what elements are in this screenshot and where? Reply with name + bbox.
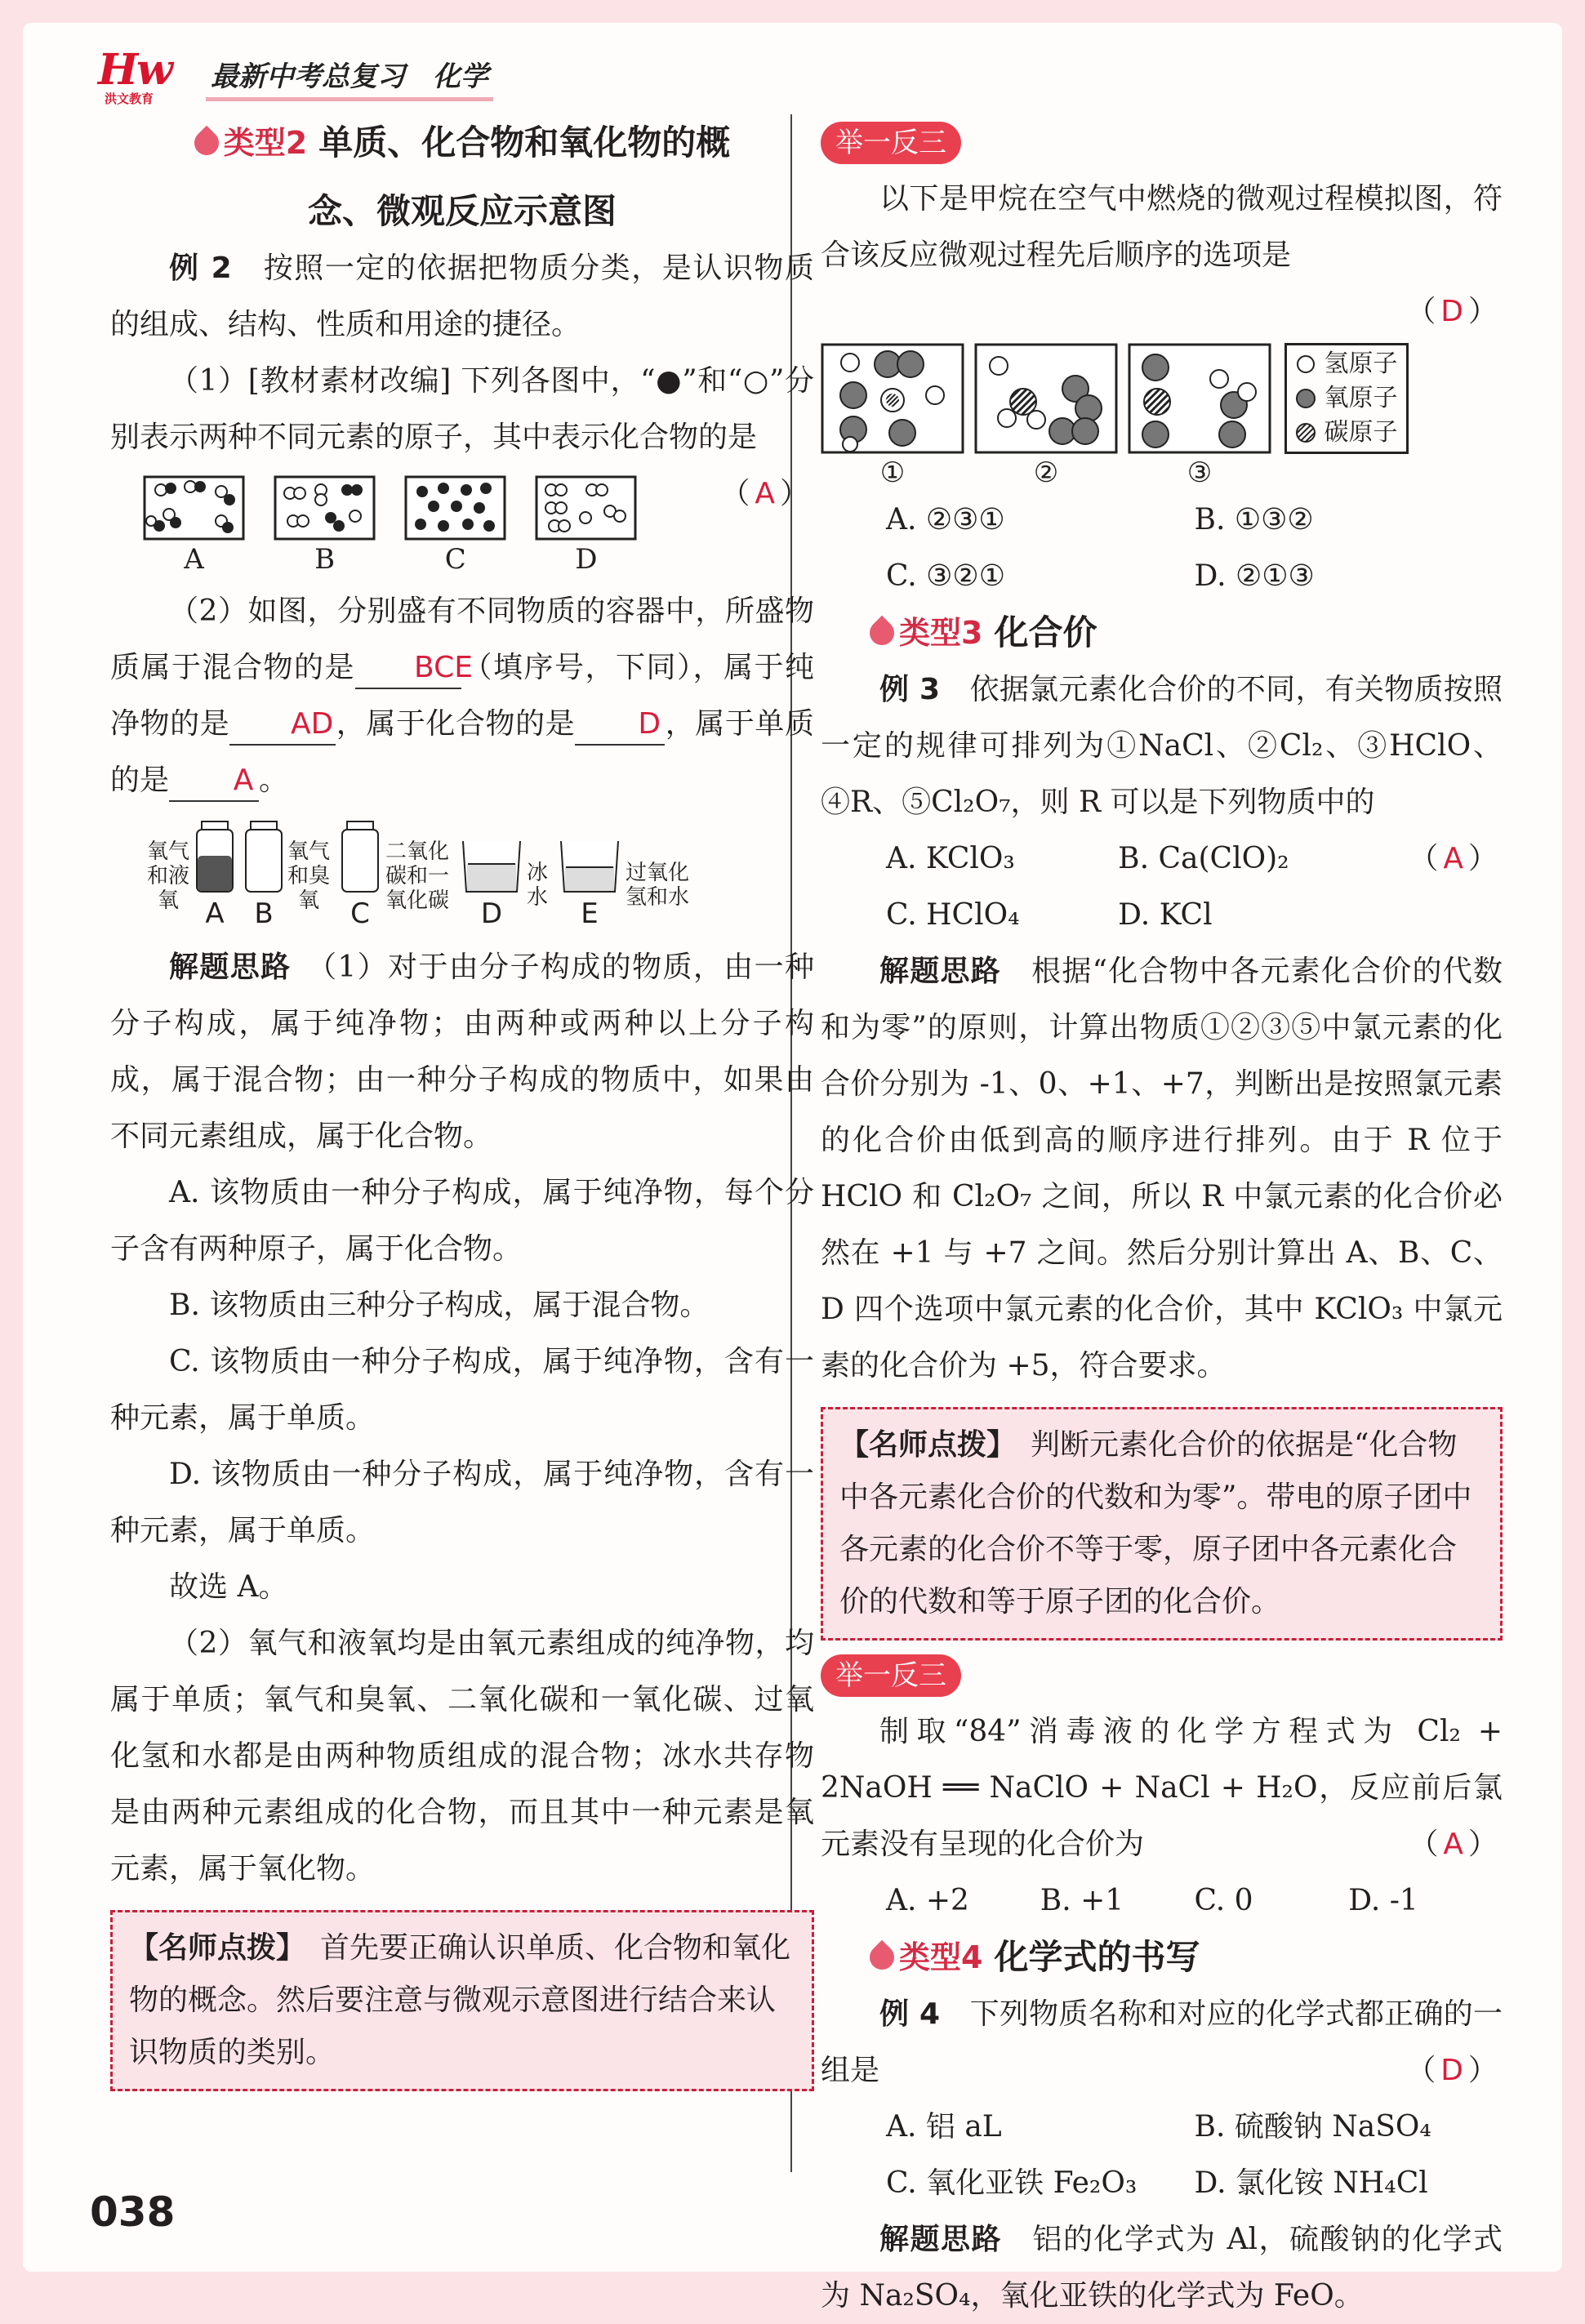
publisher-logo (98, 45, 188, 106)
oxygen-icon (1295, 388, 1316, 409)
practice1-question: 以下是甲烷在空气中燃烧的微观过程模拟图，符合该反应微观过程先后顺序的选项是 (821, 182, 1503, 272)
figure-c-label: C (444, 543, 466, 576)
container-d-text: 冰水 (526, 861, 548, 910)
figure-c-box (404, 475, 506, 541)
example2-choose: 故选 A。 (169, 1570, 288, 1604)
molecule-figures (110, 475, 661, 578)
practice1-option-d: D. ②①③ (1194, 559, 1315, 593)
example2-option-d: D. 该物质由一种分子构成，属于纯净物，含有一种元素，属于单质。 (110, 1458, 814, 1547)
type3-badge: 类型3 (870, 604, 982, 661)
atom-legend (1284, 343, 1409, 454)
type4-badge: 类型4 (870, 1929, 982, 1986)
logo-brand: 洪文教育 (105, 91, 154, 106)
figure-d-box (535, 475, 637, 541)
figure-a-label: A (184, 543, 204, 576)
hydrogen-icon (1295, 354, 1316, 375)
blank-mixture: BCE (355, 648, 461, 689)
example3-option-a: A. KClO₃ (886, 842, 1015, 875)
example2-part2: （2）氧气和液氧均是由氧元素组成的纯净物，均属于单质；氧气和臭氧、二氧化碳和一氧化碳、过氧化氢和水都是由两种物质组成的混合物；冰水共存物是由两种元素组成的化合物，而且其中一种元素是氧元素，属于氧化物。 (110, 1627, 814, 1885)
type4-heading (821, 1929, 1503, 1986)
practice1-options (821, 492, 1503, 604)
container-a-text: 氧气和液氧 (146, 839, 189, 913)
example4-option-d: D. 氯化铵 NH₄Cl (1194, 2166, 1428, 2200)
type2-heading (110, 114, 814, 240)
figure-a (143, 475, 245, 578)
example2-q2: （2）如图，分别盛有不同物质的容器中，所盛物质属于混合物的是 BCE（填序号，下同），属于纯净物的是 AD，属于化合物的是 D ，属于单质的是 A 。 (110, 583, 814, 808)
methane-step-3 (1128, 343, 1271, 492)
container-c-text: 二氧化碳和一氧化碳 (385, 839, 449, 913)
container-figures (110, 820, 814, 933)
container-d (460, 838, 551, 933)
practice2-option-b: B. +1 (1040, 1884, 1124, 1917)
teacher-tip-right (821, 1407, 1503, 1641)
tip-label: 【名师点拨】 (129, 1931, 292, 1965)
container-b (243, 820, 332, 933)
figure-b-box (274, 475, 376, 541)
example2-q1: （1）[教材素材改编] 下列各图中，“●”和“○”分别表示两种不同元素的原子，其中表示化合物的是 （A） (110, 364, 814, 510)
container-b-text: 氧气和臭氧 (287, 839, 330, 913)
type2-title-line2: 念、微观反应示意图 (307, 191, 617, 231)
example3-option-b: B. Ca(ClO)₂ (1118, 842, 1289, 875)
blank-element: A (169, 761, 259, 802)
methane-step-3-label: ③ (1187, 456, 1213, 489)
example4-options (821, 2099, 1503, 2211)
page-header (98, 45, 493, 106)
practice1-answer: D (1440, 295, 1468, 328)
methane-figures (821, 343, 1503, 492)
practice1-option-a: A. ②③① (886, 503, 1005, 536)
tip-text: 判断元素化合价的依据是“化合物中各元素化合价的代数和为零”。带电的原子团中各元素的化合价不等于零，原子团中各元素化合价的代数和等于原子团的化合价。 (839, 1428, 1472, 1618)
beaker-e (558, 838, 621, 895)
example3-options (821, 830, 1350, 943)
example2-analysis: 解题思路 （1）对于由分子构成的物质，由一种分子构成，属于纯净物；由两种或两种以上分子构成，属于混合物；由一种分子构成的物质中，如果由不同元素组成，属于化合物。 (110, 951, 814, 1153)
tip-label: 【名师点拨】 (839, 1428, 1002, 1462)
carbon-icon (1295, 422, 1316, 443)
drop-icon (189, 126, 224, 160)
type4-title: 化学式的书写 (994, 1937, 1200, 1977)
drop-icon (865, 1940, 899, 1975)
container-a-label: A (205, 897, 225, 930)
methane-step-1 (821, 343, 964, 492)
type2-title-line1: 单质、化合物和氧化物的概 (318, 122, 731, 163)
practice1-option-c: C. ③②① (886, 559, 1005, 593)
container-d-label: D (480, 897, 503, 930)
example3-analysis: 解题思路 根据“化合物中各元素化合价的代数和为零”的原则，计算出物质①②③⑤中氯元素的化合价分别为 -1、0、+1、+7，判断出是按照氯元素的化合价由低到高的顺序进行排列。由于 R 位于 HClO 和 Cl₂O₇ 之间，所以 R 中氯元素的化合价必然在 +1 与 +7 之间。然后分别计算出 A、B、C、D 四个选项中氯元素的化合价，其中 KClO₃ 中氯元素的化合价为 +5，符合要求。 (821, 955, 1503, 1382)
figure-d-label: D (575, 543, 598, 576)
methane-step-1-label: ① (879, 456, 906, 489)
container-e-label: E (581, 897, 599, 930)
container-b-label: B (254, 897, 274, 930)
container-c (339, 820, 453, 933)
type2-badge: 类型2 (194, 114, 307, 171)
figure-b (274, 475, 376, 578)
figure-a-box (143, 475, 245, 541)
practice2-question: 制取“84”消毒液的化学方程式为 Cl₂ + 2NaOH ══ NaClO + NaCl + H₂O，反应前后氯元素没有呈现的化合价为 （A） (821, 1715, 1503, 1861)
example3-question: 例 3 依据氯元素化合价的不同，有关物质按照一定的规律可排列为①NaCl、②Cl₂、③HClO、④R、⑤Cl₂O₇，则 R 可以是下列物质中的 （A） (821, 673, 1503, 875)
methane-box-3 (1128, 343, 1271, 454)
example2-option-a: A. 该物质由一种分子构成，属于纯净物，每个分子含有两种原子，属于化合物。 (110, 1176, 814, 1266)
practice1-answer-line: （D） (1406, 295, 1503, 328)
blank-compound: D (575, 705, 665, 746)
example4-analysis: 解题思路 铝的化学式为 Al，硫酸钠的化学式为 Na₂SO₄，氧化亚铁的化学式为 FeO。 (821, 2223, 1503, 2313)
jar-b (243, 820, 285, 895)
example3-answer: A (1443, 842, 1468, 875)
container-a (143, 820, 236, 933)
teacher-tip-left (110, 1910, 814, 2091)
practice2-option-c: C. 0 (1194, 1884, 1253, 1917)
example4-option-b: B. 硫酸钠 NaSO₄ (1194, 2110, 1431, 2144)
legend-oxygen: 氧原子 (1295, 381, 1398, 416)
container-c-label: C (350, 897, 370, 930)
example4-answer: D (1440, 2054, 1468, 2087)
figure-d (535, 475, 637, 578)
practice-badge-2: 举一反三 (821, 1654, 961, 1697)
type3-title: 化合价 (994, 612, 1097, 652)
example4-option-c: C. 氧化亚铁 Fe₂O₃ (886, 2166, 1138, 2200)
figure-b-label: B (314, 543, 336, 576)
example2-option-b: B. 该物质由三种分子构成，属于混合物。 (169, 1289, 710, 1322)
example2-intro: 例 2 按照一定的依据把物质分类，是认识物质的组成、结构、性质和用途的捷径。 (110, 252, 814, 341)
example4-option-a: A. 铝 aL (886, 2110, 1002, 2144)
right-column (821, 114, 1503, 2324)
example3-option-d: D. KCl (1118, 898, 1213, 932)
drop-icon (865, 616, 899, 650)
methane-box-2 (974, 343, 1118, 454)
example2-option-c: C. 该物质由一种分子构成，属于纯净物，含有一种元素，属于单质。 (110, 1345, 814, 1435)
example3-option-c: C. HClO₄ (886, 898, 1020, 932)
methane-box-1 (821, 343, 964, 454)
tip-text: 首先要正确认识单质、化合物和氧化物的概念。然后要注意与微观示意图进行结合来认识物质的类别。 (129, 1931, 791, 2069)
methane-step-2 (974, 343, 1118, 492)
blank-pure: AD (229, 705, 336, 746)
practice1-option-b: B. ①③② (1194, 503, 1314, 536)
q1-answer: A (755, 477, 780, 510)
container-e-text: 过氧化氢和水 (625, 861, 689, 910)
practice2-option-d: D. -1 (1348, 1884, 1418, 1917)
practice2-answer: A (1443, 1828, 1468, 1861)
type3-heading (821, 604, 1503, 661)
legend-carbon: 碳原子 (1295, 416, 1398, 450)
left-column (110, 114, 814, 2098)
example4-question: 例 4 下列物质名称和对应的化学式都正确的一组是 （D） (821, 1997, 1503, 2087)
container-e (558, 838, 693, 933)
jar-a (194, 820, 236, 895)
beaker-d (460, 838, 523, 895)
jar-c (339, 820, 381, 895)
methane-step-2-label: ② (1033, 456, 1059, 489)
practice-badge-1: 举一反三 (821, 122, 961, 164)
practice2-options (821, 1872, 1503, 1929)
legend-hydrogen: 氢原子 (1295, 347, 1398, 381)
figure-c (404, 475, 506, 578)
practice2-option-a: A. +2 (886, 1884, 969, 1917)
book-title: 最新中考总复习 化学 (206, 54, 493, 101)
page-number: 038 (90, 2188, 176, 2236)
logo-mark: Hw (98, 45, 171, 95)
